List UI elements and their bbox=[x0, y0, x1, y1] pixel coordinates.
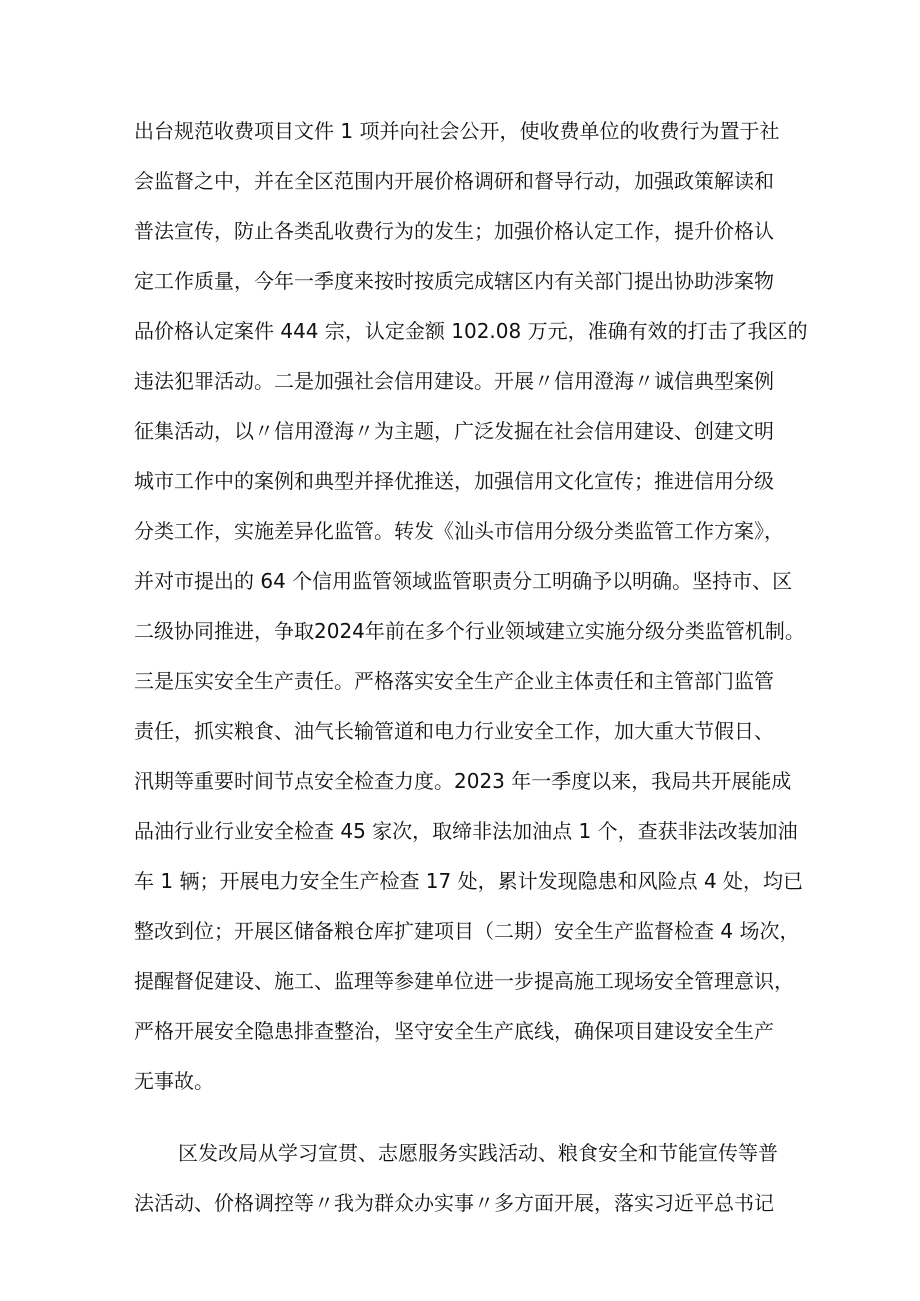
text-line: 无事故。 bbox=[134, 1069, 214, 1093]
text-line: 分类工作，实施差异化监管。转发《汕头市信用分级分类监管工作方案》， bbox=[134, 519, 784, 543]
text-line: 违法犯罪活动。二是加强社会信用建设。开展〃信用澄海〃诚信典型案例 bbox=[134, 369, 774, 393]
text-line: 整改到位；开展区储备粮仓库扩建项目（二期）安全生产监督检查 4 场次， bbox=[134, 919, 800, 943]
text-line: 品价格认定案件 444 宗，认定金额 102.08 万元，准确有效的打击了我区的 bbox=[134, 319, 808, 343]
text-line: 三是压实安全生产责任。严格落实安全生产企业主体责任和主管部门监管 bbox=[134, 669, 774, 693]
text-line: 车 1 辆；开展电力安全生产检查 17 处，累计发现隐患和风险点 4 处，均已 bbox=[134, 869, 804, 893]
text-line: 法活动、价格调控等〃我为群众办实事〃多方面开展，落实习近平总书记 bbox=[134, 1191, 774, 1215]
text-line: 区发改局从学习宣贯、志愿服务实践活动、粮食安全和节能宣传等普 bbox=[178, 1141, 778, 1165]
text-line: 征集活动，以〃信用澄海〃为主题，广泛发掘在社会信用建设、创建文明 bbox=[134, 419, 774, 443]
text-line: 严格开展安全隐患排查整治，坚守安全生产底线，确保项目建设安全生产 bbox=[134, 1019, 774, 1043]
text-line: 二级协同推进，争取2024年前在多个行业领域建立实施分级分类监管机制。 bbox=[134, 619, 805, 643]
text-line: 会监督之中，并在全区范围内开展价格调研和督导行动，加强政策解读和 bbox=[134, 169, 774, 193]
text-line: 汛期等重要时间节点安全检查力度。2023 年一季度以来，我局共开展能成 bbox=[134, 769, 792, 793]
text-line: 提醒督促建设、施工、监理等参建单位进一步提高施工现场安全管理意识， bbox=[134, 969, 794, 993]
text-line: 责任，抓实粮食、油气长输管道和电力行业安全工作，加大重大节假日、 bbox=[134, 719, 774, 743]
text-line: 并对市提出的 64 个信用监管领域监管职责分工明确予以明确。坚持市、区 bbox=[134, 569, 793, 593]
text-line: 出台规范收费项目文件 1 项并向社会公开，使收费单位的收费行为置于社 bbox=[134, 119, 780, 143]
text-line: 定工作质量，今年一季度来按时按质完成辖区内有关部门提出协助涉案物 bbox=[134, 269, 774, 293]
text-line: 品油行业行业安全检查 45 家次，取缔非法加油点 1 个，查获非法改装加油 bbox=[134, 819, 798, 843]
text-line: 城市工作中的案例和典型并择优推送，加强信用文化宣传；推进信用分级 bbox=[134, 469, 774, 493]
text-line: 普法宣传，防止各类乱收费行为的发生；加强价格认定工作，提升价格认 bbox=[134, 219, 774, 243]
